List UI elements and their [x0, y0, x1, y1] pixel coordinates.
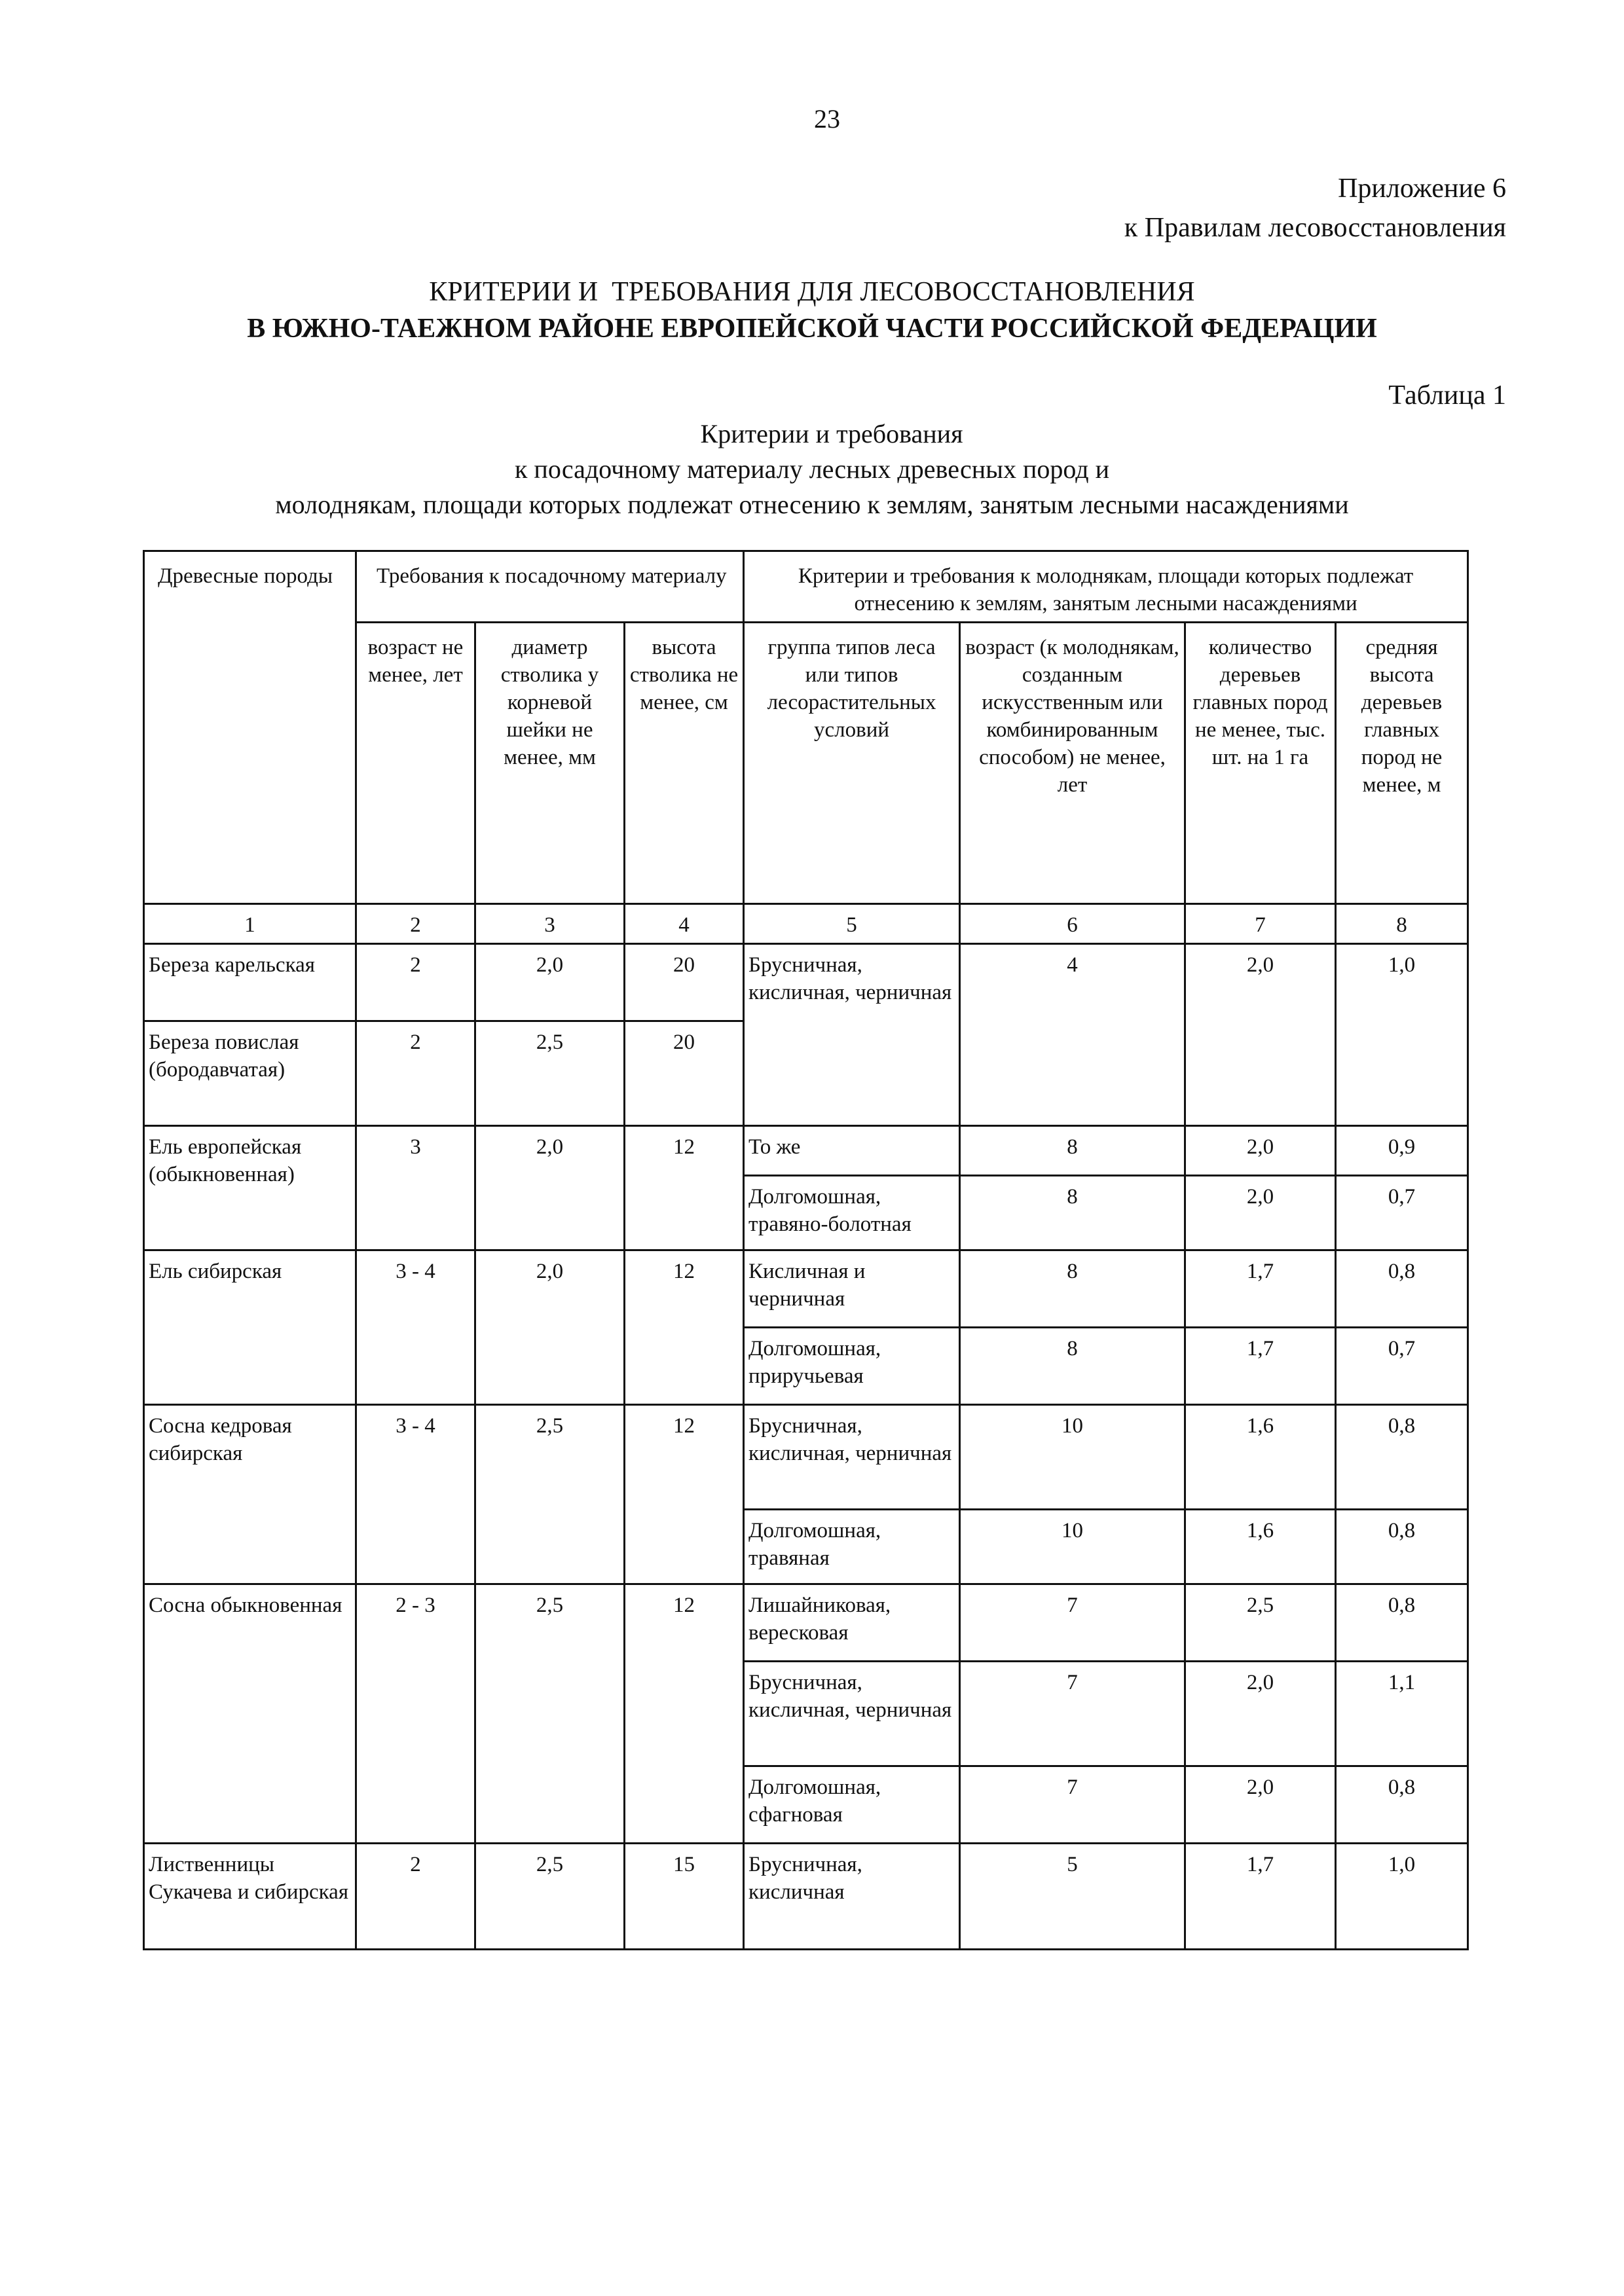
young-age-cell: 8: [960, 1250, 1185, 1328]
young-age-cell: 7: [960, 1766, 1185, 1844]
avg-height-cell: 1,0: [1336, 1844, 1468, 1950]
column-number: 3: [475, 904, 625, 944]
young-age-cell: 7: [960, 1662, 1185, 1766]
table-row: [144, 1844, 1468, 1950]
age-cell: 3: [356, 1126, 475, 1250]
forest-type-cell: Долгомошная, травяно-болотная: [744, 1176, 960, 1250]
column-number: 6: [960, 904, 1185, 944]
appendix-line-1: Приложение 6: [1338, 173, 1506, 204]
caption-line-2: к посадочному материалу лесных древесных пород и: [515, 454, 1109, 484]
diameter-cell: 2,0: [475, 1250, 625, 1405]
page-number: 23: [814, 104, 840, 134]
avg-height-cell: 1,0: [1336, 944, 1468, 1126]
height-cell: 15: [625, 1844, 744, 1950]
table-label: Таблица 1: [1388, 380, 1506, 410]
table-row: [144, 1126, 1468, 1176]
forest-type-cell: Долгомошная, травяная: [744, 1510, 960, 1584]
diameter-cell: 2,5: [475, 1021, 625, 1126]
column-number: 7: [1185, 904, 1336, 944]
count-cell: 2,0: [1185, 1766, 1336, 1844]
avg-height-cell: 0,8: [1336, 1584, 1468, 1662]
forest-type-cell: Долгомошная, сфагновая: [744, 1766, 960, 1844]
header-diameter: диаметр стволика у корневой шейки не менее, мм: [475, 623, 625, 904]
young-age-cell: 4: [960, 944, 1185, 1126]
column-number: 8: [1336, 904, 1468, 944]
column-number: 4: [625, 904, 744, 944]
height-cell: 20: [625, 944, 744, 1021]
count-cell: 1,7: [1185, 1328, 1336, 1405]
header-age: возраст не менее, лет: [356, 623, 475, 904]
header-young-stands: Критерии и требования к молоднякам, площади которых подлежат отнесению к землям, занятым лесными насаждениями: [744, 551, 1468, 623]
avg-height-cell: 1,1: [1336, 1662, 1468, 1766]
height-cell: 12: [625, 1126, 744, 1250]
diameter-cell: 2,5: [475, 1405, 625, 1584]
header-average-height: средняя высота деревьев главных пород не менее, м: [1336, 623, 1468, 904]
forest-type-cell: Брусничная, кисличная, черничная: [744, 944, 960, 1126]
column-number: 2: [356, 904, 475, 944]
title-line-1: КРИТЕРИИ И ТРЕБОВАНИЯ ДЛЯ ЛЕСОВОССТАНОВЛЕНИЯ: [429, 277, 1195, 307]
young-age-cell: 8: [960, 1328, 1185, 1405]
height-cell: 12: [625, 1405, 744, 1584]
forest-type-cell: То же: [744, 1126, 960, 1176]
young-age-cell: 10: [960, 1510, 1185, 1584]
document-title: [0, 274, 1624, 347]
count-cell: 1,7: [1185, 1844, 1336, 1950]
species-cell: Лиственницы Сукачева и сибирская: [144, 1844, 356, 1950]
age-cell: 2: [356, 1021, 475, 1126]
count-cell: 2,0: [1185, 1176, 1336, 1250]
header-height: высота стволика не менее, см: [625, 623, 744, 904]
criteria-table: [143, 550, 1469, 1950]
avg-height-cell: 0,8: [1336, 1405, 1468, 1510]
species-cell: Ель европейская (обыкновенная): [144, 1126, 356, 1250]
avg-height-cell: 0,7: [1336, 1328, 1468, 1405]
header-forest-type: группа типов леса или типов лесорастительных условий: [744, 623, 960, 904]
species-cell: Береза повислая (бородавчатая): [144, 1021, 356, 1126]
count-cell: 1,6: [1185, 1405, 1336, 1510]
table-row: [144, 1584, 1468, 1662]
header-planting-material: Требования к посадочному материалу: [356, 551, 744, 623]
forest-type-cell: Брусничная, кисличная, черничная: [744, 1405, 960, 1510]
age-cell: 2 - 3: [356, 1584, 475, 1844]
age-cell: 3 - 4: [356, 1405, 475, 1584]
header-species: Древесные породы: [144, 551, 356, 904]
count-cell: 1,6: [1185, 1510, 1336, 1584]
count-cell: 2,0: [1185, 1126, 1336, 1176]
young-age-cell: 8: [960, 1176, 1185, 1250]
diameter-cell: 2,5: [475, 1584, 625, 1844]
column-number: 1: [144, 904, 356, 944]
forest-type-cell: Долгомошная, приручьевая: [744, 1328, 960, 1405]
age-cell: 2: [356, 1844, 475, 1950]
count-cell: 2,0: [1185, 1662, 1336, 1766]
diameter-cell: 2,0: [475, 1126, 625, 1250]
table-row: [144, 944, 1468, 1021]
appendix-reference: [1124, 169, 1506, 247]
caption-line-3: молоднякам, площади которых подлежат отнесению к землям, занятым лесными насаждениями: [275, 490, 1349, 519]
species-cell: Ель сибирская: [144, 1250, 356, 1405]
height-cell: 12: [625, 1584, 744, 1844]
forest-type-cell: Лишайниковая, вересковая: [744, 1584, 960, 1662]
young-age-cell: 8: [960, 1126, 1185, 1176]
avg-height-cell: 0,7: [1336, 1176, 1468, 1250]
species-cell: Береза карельская: [144, 944, 356, 1021]
table-row: [144, 1250, 1468, 1328]
young-age-cell: 10: [960, 1405, 1185, 1510]
header-tree-count: количество деревьев главных пород не менее, тыс. шт. на 1 га: [1185, 623, 1336, 904]
species-cell: Сосна обыкновенная: [144, 1584, 356, 1844]
caption-line-1: Критерии и требования: [700, 419, 963, 448]
forest-type-cell: Брусничная, кисличная, черничная: [744, 1662, 960, 1766]
young-age-cell: 7: [960, 1584, 1185, 1662]
table-caption: [0, 416, 1624, 522]
young-age-cell: 5: [960, 1844, 1185, 1950]
table-row: [144, 1405, 1468, 1510]
count-cell: 2,5: [1185, 1584, 1336, 1662]
avg-height-cell: 0,8: [1336, 1510, 1468, 1584]
height-cell: 20: [625, 1021, 744, 1126]
diameter-cell: 2,0: [475, 944, 625, 1021]
title-line-2: В ЮЖНО-ТАЕЖНОМ РАЙОНЕ ЕВРОПЕЙСКОЙ ЧАСТИ РОССИЙСКОЙ ФЕДЕРАЦИИ: [247, 314, 1377, 344]
column-numbers-row: [144, 904, 1468, 944]
appendix-line-2: к Правилам лесовосстановления: [1124, 213, 1506, 243]
header-young-age: возраст (к молоднякам, созданным искусственным или комбинированным способом) не менее, лет: [960, 623, 1185, 904]
count-cell: 1,7: [1185, 1250, 1336, 1328]
age-cell: 2: [356, 944, 475, 1021]
count-cell: 2,0: [1185, 944, 1336, 1126]
column-number: 5: [744, 904, 960, 944]
age-cell: 3 - 4: [356, 1250, 475, 1405]
avg-height-cell: 0,8: [1336, 1766, 1468, 1844]
forest-type-cell: Брусничная, кисличная: [744, 1844, 960, 1950]
diameter-cell: 2,5: [475, 1844, 625, 1950]
height-cell: 12: [625, 1250, 744, 1405]
avg-height-cell: 0,9: [1336, 1126, 1468, 1176]
table-header-row-1: [144, 551, 1468, 623]
species-cell: Сосна кедровая сибирская: [144, 1405, 356, 1584]
forest-type-cell: Кисличная и черничная: [744, 1250, 960, 1328]
avg-height-cell: 0,8: [1336, 1250, 1468, 1328]
